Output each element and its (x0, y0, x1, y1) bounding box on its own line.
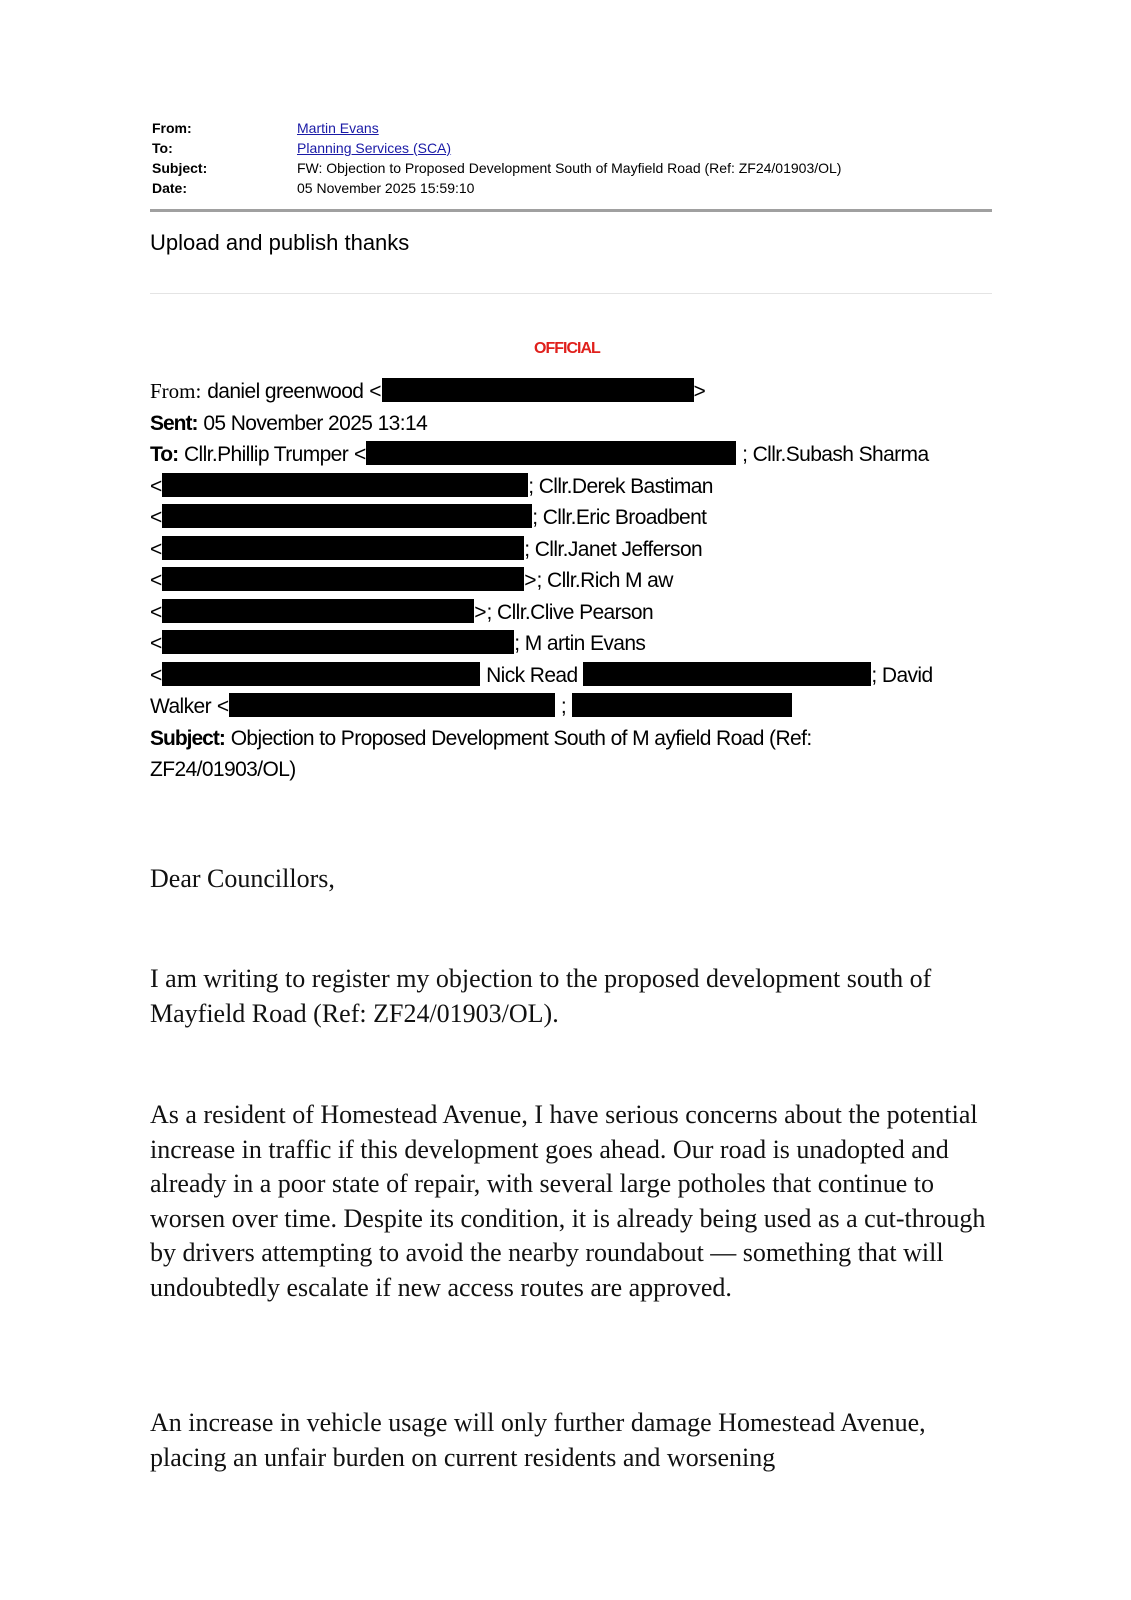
fwd-from-line: From: daniel greenwood < > (150, 379, 706, 403)
fwd-to-line: To: Cllr.Phillip Trumper < ; Cllr.Subash Sharma (150, 443, 929, 466)
letter-paragraph: As a resident of Homestead Avenue, I have serious concerns about the potential increase in traffic if this development goes ahead. Our road is unadopted and already in a poor state of repair, with several large potholes that continue to worsen over time. Despite its condition, it is already being used as a cut-through by drivers attempting to avoid the nearby roundabout — something that will undoubtedly escalate if new access routes are approved. (150, 1100, 986, 1302)
recipient: Cllr.Phillip Trumper (183, 443, 349, 466)
redaction-bar (162, 536, 524, 560)
header-to-link[interactable]: Planning Services (SCA) (297, 140, 452, 156)
recipient: ; Cllr.Subash Sharma (742, 443, 929, 466)
header-date-row (152, 178, 992, 198)
header-date-value: 05 November 2025 15:59:10 (297, 180, 475, 196)
redaction-bar (162, 599, 474, 623)
fwd-subject-value: ZF24/01903/OL) (150, 758, 296, 781)
redaction-bar (583, 662, 871, 686)
letter-paragraph: I am writing to register my objection to the proposed development south of Mayfield Road (Ref: ZF24/01903/OL). (150, 964, 932, 1028)
header-divider (150, 209, 992, 212)
fwd-sent-value: 05 November 2025 13:14 (203, 411, 428, 435)
header-subject-value: FW: Objection to Proposed Development South of Mayfield Road (Ref: ZF24/01903/OL) (297, 160, 842, 176)
fwd-to-line: < >; Cllr.Rich M aw (150, 569, 673, 592)
recipient: Walker (150, 695, 211, 718)
recipient: ; David (871, 663, 933, 687)
recipient: ; Cllr.Rich M aw (536, 569, 673, 592)
fwd-sent-line (150, 408, 970, 440)
fwd-to-line: < ; M artin Evans (150, 632, 646, 655)
recipient: ; (560, 695, 567, 718)
redaction-bar (162, 630, 514, 654)
letter-paragraph: An increase in vehicle usage will only further damage Homestead Avenue, placing an unfair burden on current residents and worsening (150, 1408, 926, 1472)
fwd-to-label: To: (150, 443, 179, 466)
header-subject-row (152, 158, 992, 178)
header-from-row (152, 118, 992, 138)
recipient: ; Cllr.Derek Bastiman (528, 474, 713, 498)
recipient: ; Cllr.Eric Broadbent (532, 506, 707, 529)
fwd-sent-label: Sent: (150, 411, 198, 435)
header-to-row (152, 138, 992, 158)
letter-salutation: Dear Councillors, (150, 864, 335, 893)
fwd-subject-line (150, 723, 970, 755)
redaction-bar (162, 473, 528, 497)
fwd-to-line: Walker < ; (150, 691, 970, 723)
classification-marking: OFFICIAL (534, 340, 600, 357)
fwd-subject-value: Objection to Proposed Development South of M ayfield Road (Ref: (230, 726, 812, 750)
header-from-link[interactable]: Martin Evans (297, 120, 379, 136)
recipient: ; M artin Evans (514, 632, 646, 655)
forwarding-note: Upload and publish thanks (150, 230, 410, 255)
fwd-to-line: < Nick Read ; David (150, 663, 933, 687)
redaction-bar (572, 693, 792, 717)
fwd-subject-line (150, 754, 970, 786)
fwd-from-name: daniel greenwood (207, 380, 364, 403)
fwd-to-line: < ; Cllr.Derek Bastiman (150, 474, 713, 498)
header-to-label: To: (152, 140, 173, 156)
email-header (152, 118, 992, 198)
redaction-bar (162, 567, 524, 591)
redaction-bar (366, 441, 736, 465)
header-date-label: Date: (152, 180, 188, 196)
redaction-bar (162, 504, 532, 528)
redaction-bar (162, 662, 480, 686)
fwd-from-label: From: (150, 379, 202, 403)
header-from-label: From: (152, 120, 192, 136)
recipient: Nick Read (486, 663, 578, 687)
redaction-bar (382, 378, 694, 402)
note-divider (150, 293, 992, 294)
fwd-to-line: < >; Cllr.Clive Pearson (150, 600, 654, 624)
forwarded-header (150, 376, 970, 786)
fwd-to-line: < ; Cllr.Eric Broadbent (150, 506, 707, 529)
recipient: ; Cllr.Janet Jefferson (524, 537, 703, 561)
recipient: ; Cllr.Clive Pearson (486, 600, 654, 624)
redaction-bar (229, 693, 555, 717)
fwd-subject-label: Subject: (150, 726, 225, 750)
header-subject-label: Subject: (152, 160, 208, 176)
fwd-to-line: < ; Cllr.Janet Jefferson (150, 537, 703, 561)
